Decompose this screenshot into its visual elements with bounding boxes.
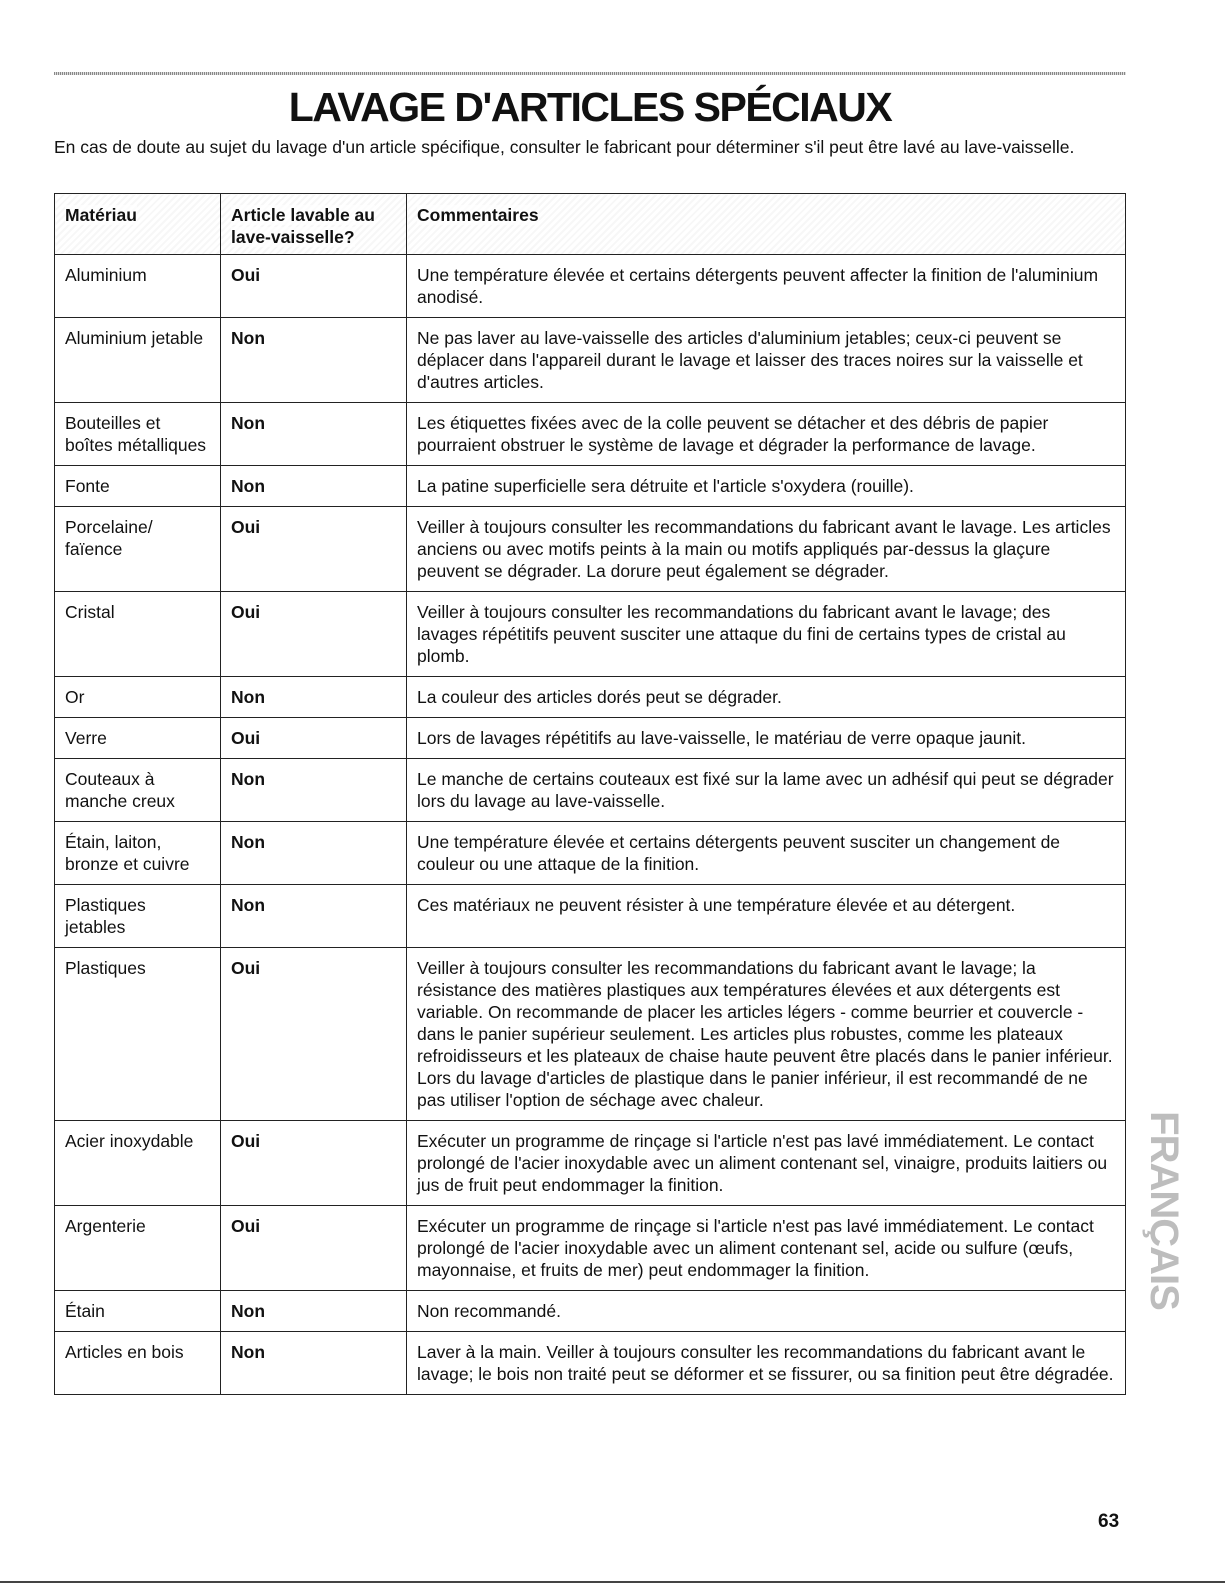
cell-material: Argenterie xyxy=(55,1206,221,1291)
table-row xyxy=(55,1206,1126,1291)
cell-washable: Non xyxy=(221,822,407,885)
cell-washable: Oui xyxy=(221,507,407,592)
table-row xyxy=(55,507,1126,592)
page-title: LAVAGE D'ARTICLES SPÉCIAUX xyxy=(288,84,892,130)
cell-material: Couteaux à manche creux xyxy=(55,759,221,822)
table-row xyxy=(55,466,1126,507)
table-row xyxy=(55,718,1126,759)
cell-material: Or xyxy=(55,677,221,718)
cell-washable: Non xyxy=(221,1291,407,1332)
cell-comment: Ces matériaux ne peuvent résister à une température élevée et au détergent. xyxy=(407,885,1126,948)
intro-paragraph: En cas de doute au sujet du lavage d'un article spécifique, consulter le fabricant pour déterminer s'il peut être lavé au lave-vaisselle. xyxy=(54,137,1075,157)
cell-material: Verre xyxy=(55,718,221,759)
cell-washable: Non xyxy=(221,318,407,403)
cell-comment: Les étiquettes fixées avec de la colle peuvent se détacher et des débris de papier pourraient obstruer le système de lavage et dégrader la performance de lavage. xyxy=(407,403,1126,466)
cell-washable: Oui xyxy=(221,1206,407,1291)
cell-material: Étain xyxy=(55,1291,221,1332)
cell-comment: Le manche de certains couteaux est fixé sur la lame avec un adhésif qui peut se dégrader lors du lavage au lave-vaisselle. xyxy=(407,759,1126,822)
cell-washable: Oui xyxy=(221,1121,407,1206)
cell-material: Étain, laiton, bronze et cuivre xyxy=(55,822,221,885)
cell-comment: Lors de lavages répétitifs au lave-vaisselle, le matériau de verre opaque jaunit. xyxy=(407,718,1126,759)
cell-washable: Non xyxy=(221,1332,407,1395)
cell-washable: Oui xyxy=(221,592,407,677)
page-number: 63 xyxy=(1098,1511,1120,1532)
table-row xyxy=(55,948,1126,1121)
cell-material: Aluminium xyxy=(55,255,221,318)
cell-washable: Non xyxy=(221,466,407,507)
table-row xyxy=(55,822,1126,885)
table-header-row xyxy=(55,194,1126,255)
cell-washable: Non xyxy=(221,677,407,718)
top-divider xyxy=(54,72,1126,75)
table-row xyxy=(55,677,1126,718)
cell-material: Acier inoxydable xyxy=(55,1121,221,1206)
cell-comment: Veiller à toujours consulter les recommandations du fabricant avant le lavage; des lavages répétitifs peuvent susciter une attaque du fini de certains types de cristal au plomb. xyxy=(407,592,1126,677)
header-washable: Article lavable au lave-vaisselle? xyxy=(221,194,407,255)
cell-material: Plastiques jetables xyxy=(55,885,221,948)
cell-comment: Laver à la main. Veiller à toujours consulter les recommandations du fabricant avant le lavage; le bois non traité peut se déformer et se fissurer, ou sa finition peut être dégradée. xyxy=(407,1332,1126,1395)
cell-washable: Oui xyxy=(221,255,407,318)
table-row xyxy=(55,759,1126,822)
cell-comment: Ne pas laver au lave-vaisselle des articles d'aluminium jetables; ceux-ci peuvent se déplacer dans l'appareil durant le lavage et laisser des traces noires sur la vaisselle et d'autres articles. xyxy=(407,318,1126,403)
table-row xyxy=(55,1332,1126,1395)
cell-comment: La couleur des articles dorés peut se dégrader. xyxy=(407,677,1126,718)
table-row xyxy=(55,255,1126,318)
table-row xyxy=(55,403,1126,466)
cell-washable: Oui xyxy=(221,948,407,1121)
cell-material: Bouteilles et boîtes métalliques xyxy=(55,403,221,466)
cell-comment: Veiller à toujours consulter les recommandations du fabricant avant le lavage. Les articles anciens ou avec motifs peints à la main ou motifs appliqués par-dessus la glaçure peuvent se dégrader. La dorure peut également se dégrader. xyxy=(407,507,1126,592)
cell-comment: Exécuter un programme de rinçage si l'article n'est pas lavé immédiatement. Le contact prolongé de l'acier inoxydable avec un aliment contenant sel, acide ou sulfure (œufs, mayonnaise, et fruits de mer) peut endommager la finition. xyxy=(407,1206,1126,1291)
table-row xyxy=(55,592,1126,677)
cell-material: Fonte xyxy=(55,466,221,507)
header-comments: Commentaires xyxy=(407,194,1126,255)
language-side-tab: FRANÇAIS xyxy=(1141,1110,1186,1310)
cell-comment: Une température élevée et certains détergents peuvent susciter un changement de couleur ou une attaque de la finition. xyxy=(407,822,1126,885)
cell-material: Cristal xyxy=(55,592,221,677)
table-row xyxy=(55,318,1126,403)
cell-washable: Non xyxy=(221,759,407,822)
table-row xyxy=(55,1121,1126,1206)
cell-material: Aluminium jetable xyxy=(55,318,221,403)
cell-washable: Oui xyxy=(221,718,407,759)
cell-material: Articles en bois xyxy=(55,1332,221,1395)
cell-material: Porcelaine/ faïence xyxy=(55,507,221,592)
cell-material: Plastiques xyxy=(55,948,221,1121)
table-row xyxy=(55,885,1126,948)
header-material: Matériau xyxy=(55,194,221,255)
special-items-table xyxy=(54,193,1126,1395)
cell-comment: Veiller à toujours consulter les recommandations du fabricant avant le lavage; la résistance des matières plastiques aux températures élevées et aux détergents est variable. On recommande de placer les articles légers - comme beurrier et couvercle - dans le panier supérieur seulement. Les articles plus robustes, comme les plateaux refroidisseurs et les plateaux de chaise haute peuvent être placés dans le panier inférieur. Lors du lavage d'articles de plastique dans le panier inférieur, il est recommandé de ne pas utiliser l'option de séchage avec chaleur. xyxy=(407,948,1126,1121)
cell-comment: Exécuter un programme de rinçage si l'article n'est pas lavé immédiatement. Le contact prolongé de l'acier inoxydable avec un aliment contenant sel, vinaigre, produits laitiers ou jus de fruit peut endommager la finition. xyxy=(407,1121,1126,1206)
table-body xyxy=(55,255,1126,1395)
bottom-divider xyxy=(0,1581,1225,1583)
cell-washable: Non xyxy=(221,885,407,948)
cell-comment: La patine superficielle sera détruite et l'article s'oxydera (rouille). xyxy=(407,466,1126,507)
cell-washable: Non xyxy=(221,403,407,466)
cell-comment: Non recommandé. xyxy=(407,1291,1126,1332)
cell-comment: Une température élevée et certains détergents peuvent affecter la finition de l'aluminium anodisé. xyxy=(407,255,1126,318)
table-row xyxy=(55,1291,1126,1332)
